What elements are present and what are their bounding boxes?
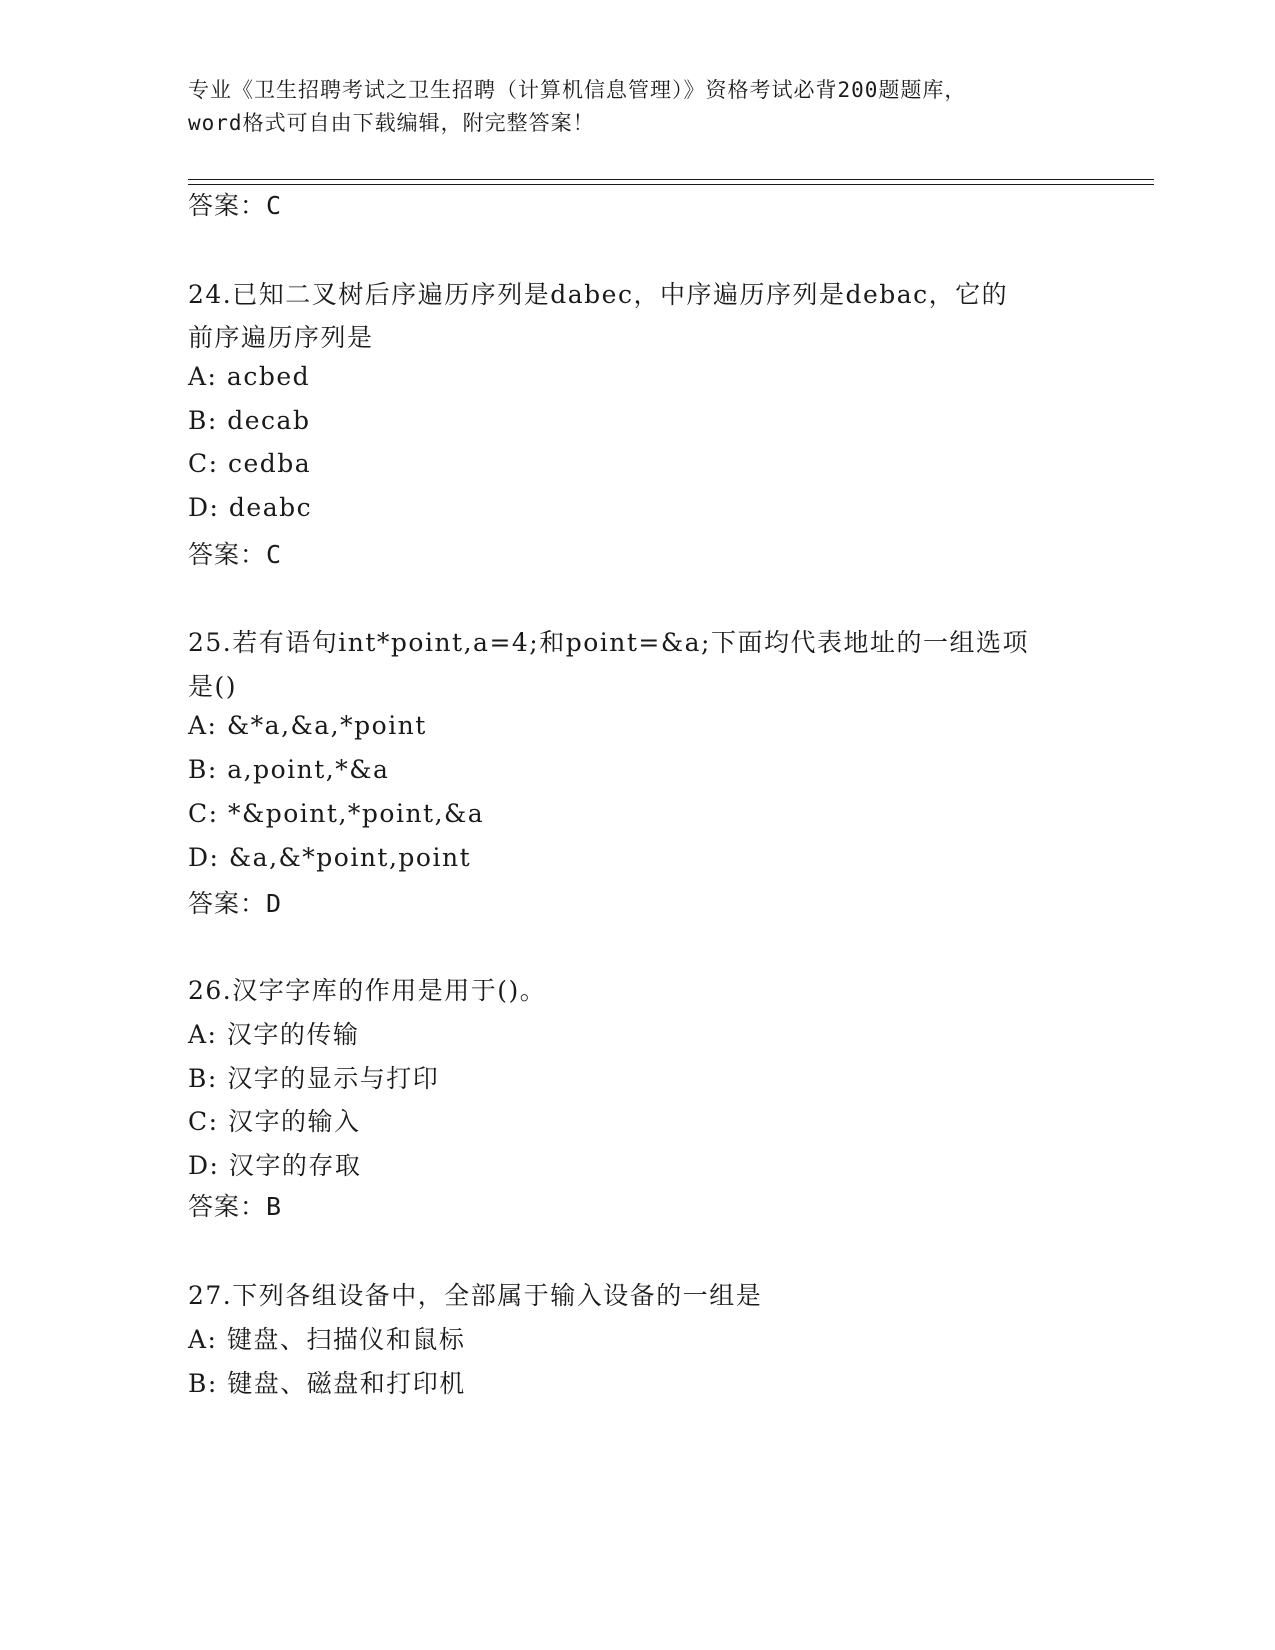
- option-a: A: &*a,&a,*point: [188, 711, 427, 740]
- question-stem-line: 27.下列各组设备中，全部属于输入设备的一组是: [188, 1281, 763, 1310]
- option-b: B: 汉字的显示与打印: [188, 1064, 440, 1093]
- option-d: D: deabc: [188, 493, 313, 522]
- option-c: C: cedba: [188, 449, 312, 478]
- header-divider-top: [188, 179, 1154, 180]
- question-stem-line: 24.已知二叉树后序遍历序列是dabec，中序遍历序列是debac，它的: [188, 280, 1009, 309]
- option-c: C: 汉字的输入: [188, 1107, 361, 1136]
- header-line-2: word格式可自由下载编辑，附完整答案！: [188, 111, 595, 135]
- option-b: B: decab: [188, 406, 311, 435]
- header-line-1: 专业《卫生招聘考试之卫生招聘（计算机信息管理）》资格考试必背200题题库，: [188, 78, 967, 102]
- option-b: B: 键盘、磁盘和打印机: [188, 1369, 466, 1398]
- answer: 答案：C: [188, 540, 283, 569]
- document-header: [188, 74, 1088, 140]
- option-a: A: 键盘、扫描仪和鼠标: [188, 1325, 466, 1354]
- answer: 答案：B: [188, 1192, 283, 1221]
- option-a: A: acbed: [188, 362, 311, 391]
- previous-answer: 答案：C: [188, 191, 283, 220]
- option-d: D: &a,&*point,point: [188, 843, 472, 872]
- option-c: C: *&point,*point,&a: [188, 799, 485, 828]
- question-stem-line: 是(): [188, 672, 238, 701]
- question-stem-line: 26.汉字字库的作用是用于()。: [188, 976, 547, 1005]
- question-stem-line: 前序遍历序列是: [188, 323, 374, 352]
- header-divider-bottom: [188, 184, 1154, 185]
- answer: 答案：D: [188, 889, 283, 918]
- option-d: D: 汉字的存取: [188, 1151, 362, 1180]
- option-a: A: 汉字的传输: [188, 1020, 360, 1049]
- option-b: B: a,point,*&a: [188, 755, 390, 784]
- question-stem-line: 25.若有语句int*point,a=4;和point=&a;下面均代表地址的一组选项: [188, 628, 1029, 657]
